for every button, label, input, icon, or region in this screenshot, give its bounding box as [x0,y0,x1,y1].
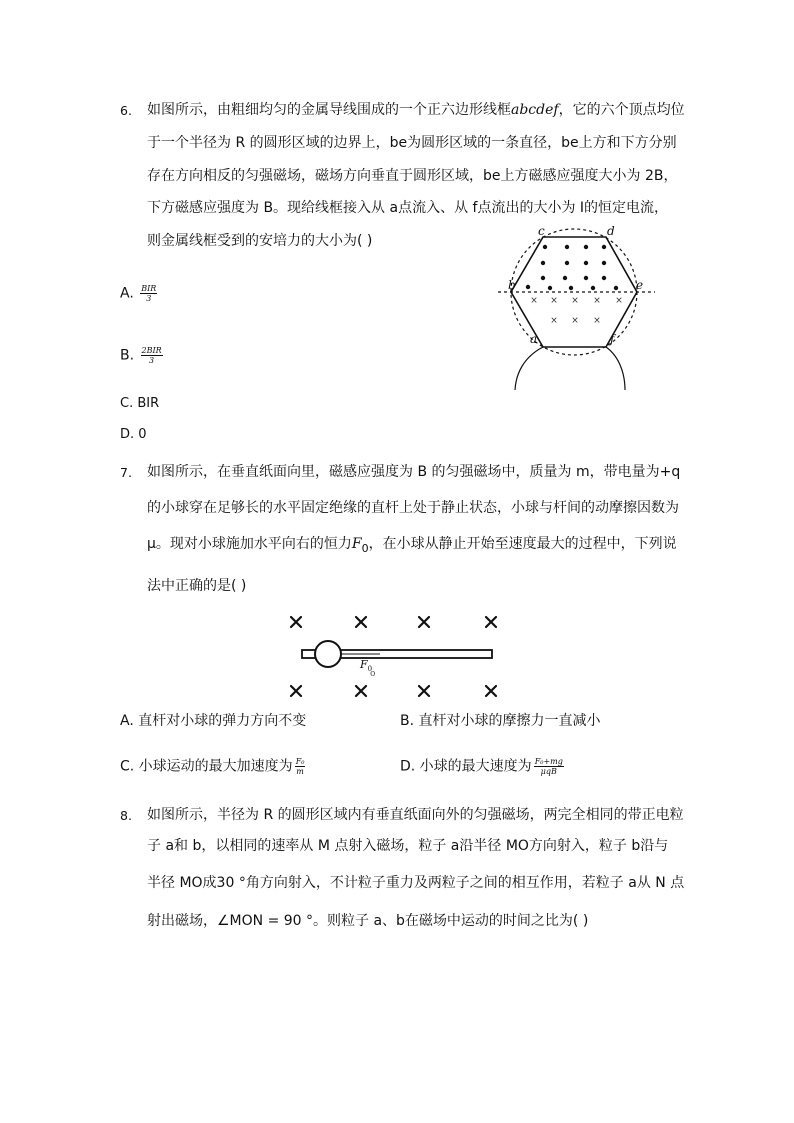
q7-option-d[interactable] [400,757,566,776]
q7-rod-figure [280,610,510,702]
vertex-b-label: b [508,278,516,292]
q8-line-2: 子 a和 b，以相同的速率从 M 点射入磁场，粒子 a沿半径 MO方向射入，粒子 b沿与 [147,838,669,854]
q6-option-b-numerator: 2BIR [141,346,162,355]
q6-option-b-denominator: 3 [149,356,155,365]
vertex-a-label: a [530,332,538,346]
q6-option-a[interactable] [120,284,159,303]
q8-line-4: 射出磁场，∠MON = 90 °。则粒子 a、b在磁场中运动的时间之比为( ) [147,913,589,929]
q7-line-3-text: μ。现对小球施加水平向右的恒力 [147,536,352,552]
q6-line-5: 则金属线框受到的安培力的大小为( ) [147,233,373,249]
q7-force-subscript: 0 [361,541,369,555]
q6-frame-name: abcdef [511,102,559,118]
q6-line-3: 存在方向相反的匀强磁场，磁场方向垂直于圆形区域，be上方磁感应强度大小为 2B， [147,168,678,184]
q7-option-c-denominator: m [296,767,304,776]
lead-wire-left [515,347,543,390]
lead-wire-right [606,347,625,390]
vertex-f-label: f [610,332,615,346]
q7-force-symbol: F [351,536,362,552]
q7-option-c-text: C. 小球运动的最大加速度为 [120,758,293,775]
q7-option-d-fraction [534,757,564,776]
q8-number: 8. [120,808,132,823]
q7-line-2: 的小球穿在足够长的水平固定绝缘的直杆上处于静止状态，小球与杆间的动摩擦因数为 [147,500,679,516]
q7-option-d-denominator: μqB [540,767,557,776]
q7-line-1: 如图所示，在垂直纸面向里，磁感应强度为 B 的匀强磁场中，质量为 m，带电量为+q [147,464,681,480]
force-label: $F_0$ [360,658,373,673]
q6-option-a-denominator: 3 [146,294,152,303]
q7-option-c[interactable] [120,757,307,776]
q7-option-a[interactable]: A. 直杆对小球的弹力方向不变 [120,713,307,729]
q7-option-d-text: D. 小球的最大速度为 [400,758,532,775]
q7-option-d-numerator: F₀+mg [534,757,563,766]
charged-ball [315,641,341,667]
q8-line-1: 如图所示，半径为 R 的圆形区域内有垂直纸面向外的匀强磁场，两完全相同的带正电粒 [147,807,684,823]
svg-text:×: × [571,316,579,326]
q6-number: 6. [120,103,132,118]
svg-text:×: × [550,316,558,326]
svg-text:×: × [530,296,538,306]
vertex-c-label: c [538,225,545,238]
q6-option-b[interactable] [120,346,165,365]
svg-text:×: × [615,296,623,306]
q7-option-b[interactable]: B. 直杆对小球的摩擦力一直减小 [400,713,601,729]
q7-line-3-tail: ，在小球从静止开始至速度最大的过程中，下列说 [368,536,677,552]
q7-number: 7. [120,465,132,480]
q7-option-c-fraction [295,757,306,776]
q6-option-d[interactable]: D. 0 [120,427,147,442]
q6-line-2: 于一个半径为 R 的圆形区域的边界上，be为圆形区域的一条直径，be上方和下方分别 [147,135,677,151]
q6-option-b-fraction [141,346,163,365]
svg-text:×: × [593,296,601,306]
svg-text:×: × [593,316,601,326]
vertex-e-label: e [636,278,644,292]
q8-line-3: 半径 MO成30 °角方向射入，不计粒子重力及两粒子之间的相互作用，若粒子 a从 N 点 [147,875,685,891]
q6-option-a-numerator: BIR [141,284,157,293]
q6-hexagon-figure [490,225,660,395]
vertex-d-label: d [607,225,615,238]
q6-option-c[interactable]: C. BIR [120,396,160,411]
q7-line-4: 法中正确的是( ) [147,578,247,594]
q6-line-4: 下方磁感应强度为 B。现给线框接入从 a点流入、从 f点流出的大小为 I的恒定电流， [147,200,669,216]
q6-option-a-label: A. [120,285,134,302]
svg-text:×: × [571,296,579,306]
q6-line-1 [147,101,685,119]
q6-option-a-fraction [140,284,157,303]
q6-line-1-tail: ，它的六个顶点均位 [558,102,685,118]
svg-text:×: × [550,296,558,306]
q7-line-3 [147,535,677,558]
q6-line-1-text: 如图所示，由粗细均匀的金属导线围成的一个正六边形线框 [147,102,511,118]
q7-option-c-numerator: F₀ [295,757,305,766]
svg-text:o: o [370,669,376,679]
q6-option-b-label: B. [120,347,135,364]
